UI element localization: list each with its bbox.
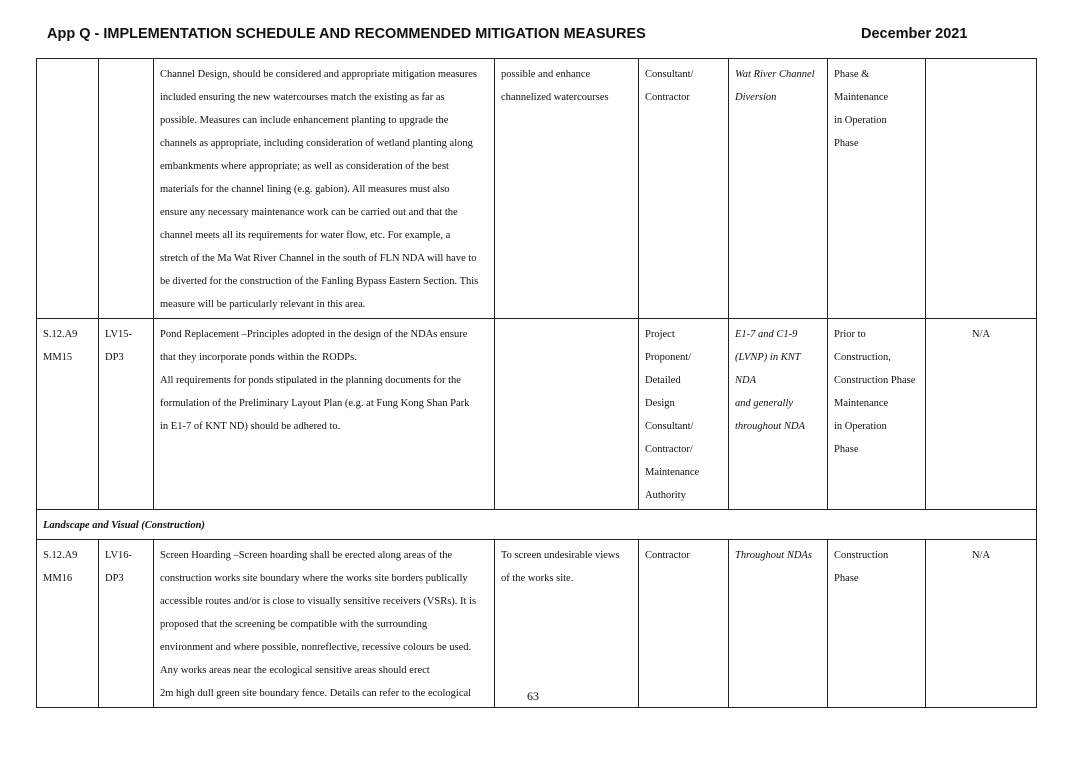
measure-cell: Screen Hoarding –Screen hoarding shall be erected along areas of the construction works site boundary where the works site borders publically accessible routes and/or is close to visually sensitive receivers (VSRs). It is proposed that the screening be compatible with the surrounding environment and where possible, nonreflective, recessive colours be used. Any works areas near the ecological sensitive areas should erect 2m high dull green site boundary fence. Details can refer to the ecological xyxy=(154,540,495,708)
location-cell: Wat River Channel Diversion xyxy=(729,59,828,319)
agent-cell: Consultant/ Contractor xyxy=(639,59,729,319)
location-cell: E1-7 and C1-9 (LVNP) in KNT NDA and generally throughout NDA xyxy=(729,319,828,510)
requirement-cell xyxy=(926,59,1037,319)
requirement-cell: N/A xyxy=(926,319,1037,510)
ref-eia-cell: S.12.A9 MM15 xyxy=(37,319,99,510)
document-date: December 2021 xyxy=(861,26,968,42)
page-number: 63 xyxy=(527,689,539,703)
section-header-row xyxy=(37,510,1037,540)
document-title: App Q - IMPLEMENTATION SCHEDULE AND RECOMMENDED MITIGATION MEASURES xyxy=(47,26,646,42)
timing-cell: Prior to Construction, Construction Phase Maintenance in Operation Phase xyxy=(828,319,926,510)
ref-dp-cell: LV15- DP3 xyxy=(99,319,154,510)
table-row xyxy=(37,540,1037,708)
location-cell: Throughout NDAs xyxy=(729,540,828,708)
ref-eia-cell: S.12.A9 MM16 xyxy=(37,540,99,708)
measure-cell: Pond Replacement –Principles adopted in the design of the NDAs ensure that they incorporate ponds within the RODPs. All requirements for ponds stipulated in the planning documents for the formulation of the Preliminary Layout Plan (e.g. at Fung Kong Shan Park in E1-7 of KNT ND) should be adhered to. xyxy=(154,319,495,510)
table-row xyxy=(37,319,1037,510)
section-title: Landscape and Visual (Construction) xyxy=(37,510,1037,540)
requirement-cell: N/A xyxy=(926,540,1037,708)
ref-dp-cell: LV16- DP3 xyxy=(99,540,154,708)
timing-cell: Construction Phase xyxy=(828,540,926,708)
objective-cell xyxy=(495,319,639,510)
measure-cell: Channel Design, should be considered and appropriate mitigation measures included ensuring the new watercourses match the existing as far as possible. Measures can include enhancement planting to upgrade the channels as appropriate, including consideration of wetland planting along embankments where appropriate; as well as consideration of the best materials for the channel lining (e.g. gabion). All measures must also ensure any necessary maintenance work can be carried out and that the channel meets all its requirements for water flow, etc. For example, a stretch of the Ma Wat River Channel in the south of FLN NDA will have to be diverted for the construction of the Fanling Bypass Eastern Section. This measure will be particularly relevant in this area. xyxy=(154,59,495,319)
table-row xyxy=(37,59,1037,319)
implementation-schedule-table xyxy=(36,58,1037,708)
objective-cell: possible and enhance channelized watercourses xyxy=(495,59,639,319)
agent-cell: Contractor xyxy=(639,540,729,708)
timing-cell: Phase & Maintenance in Operation Phase xyxy=(828,59,926,319)
objective-cell: To screen undesirable views of the works site. xyxy=(495,540,639,708)
ref-eia-cell xyxy=(37,59,99,319)
agent-cell: Project Proponent/ Detailed Design Consultant/ Contractor/ Maintenance Authority xyxy=(639,319,729,510)
ref-dp-cell xyxy=(99,59,154,319)
